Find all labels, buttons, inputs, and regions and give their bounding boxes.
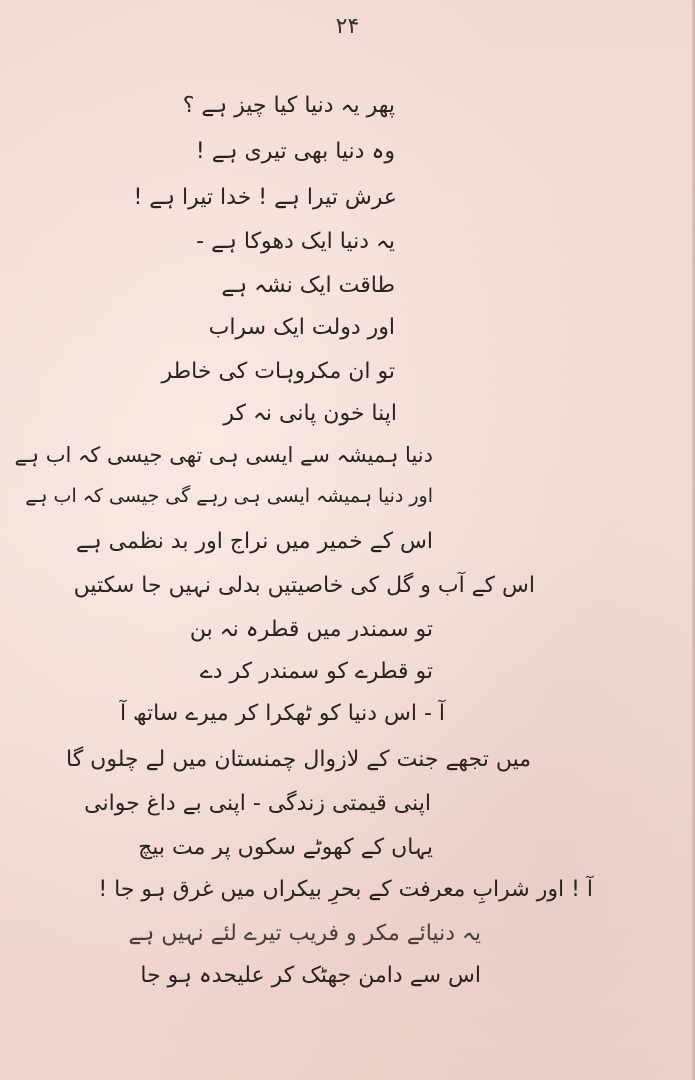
poem-line: عرش تیرا ہے ! خدا تیرا ہے ! bbox=[133, 185, 397, 210]
poem-line: تو قطرے کو سمندر کر دے bbox=[199, 659, 433, 684]
poem-line: اپنا خون پانی نہ کر bbox=[223, 401, 397, 426]
poem-line: دنیا ہمیشہ سے ایسی ہی تھی جیسی کہ اب ہے bbox=[14, 443, 433, 467]
poem-line: پھر یہ دنیا کیا چیز ہے ؟ bbox=[182, 93, 395, 118]
poem-line: اپنی قیمتی زندگی - اپنی بے داغ جوانی bbox=[84, 791, 431, 816]
poem-line: اور دنیا ہمیشہ ایسی ہی رہے گی جیسی کہ اب ہے bbox=[25, 485, 433, 507]
page-number: ۲۴ bbox=[335, 14, 360, 39]
poem-line: تو ان مکروہات کی خاطر bbox=[161, 359, 395, 384]
poem-line: یہ دنیائے مکر و فریب تیرے لئے نہیں ہے bbox=[128, 921, 481, 946]
poem-line: اس کے خمیر میں نراج اور بد نظمی ہے bbox=[75, 529, 433, 554]
poem-line: میں تجھے جنت کے لازوال چمنستان میں لے چلوں گا bbox=[66, 747, 531, 772]
poem-line: آ ! اور شرابِ معرفت کے بحرِ بیکراں میں غرق ہو جا ! bbox=[98, 877, 593, 902]
poem-body bbox=[0, 82, 695, 1072]
poem-line: وہ دنیا بھی تیری ہے ! bbox=[195, 139, 395, 164]
poem-line: یہاں کے کھوٹے سکوں پر مت بیچ bbox=[138, 835, 433, 860]
poem-line: آ - اس دنیا کو ٹھکرا کر میرے ساتھ آ bbox=[119, 701, 445, 726]
poem-line: یہ دنیا ایک دھوکا ہے - bbox=[196, 229, 395, 254]
poem-line: تو سمندر میں قطرہ نہ بن bbox=[189, 617, 433, 642]
poem-line: اس سے دامن جھٹک کر علیحدہ ہو جا bbox=[140, 963, 481, 988]
poem-line: اس کے آب و گل کی خاصیتیں بدلی نہیں جا سکتیں bbox=[73, 573, 535, 598]
poem-line: اور دولت ایک سراب bbox=[208, 315, 395, 340]
poem-line: طاقت ایک نشہ ہے bbox=[221, 273, 395, 298]
